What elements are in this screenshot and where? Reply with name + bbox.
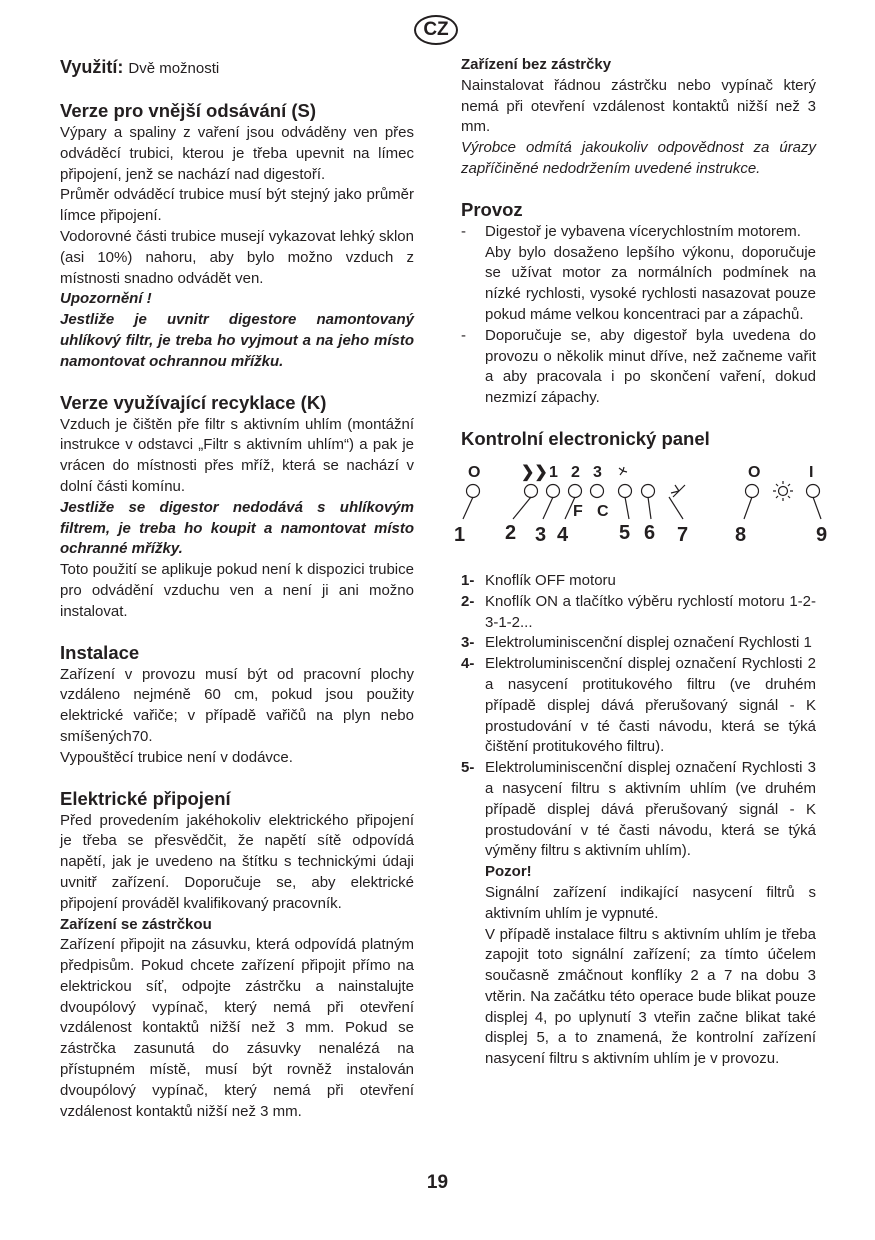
caution-title: Pozor! <box>485 863 532 881</box>
callout-4: 4 <box>557 523 569 546</box>
display-3-circle <box>591 484 604 497</box>
use-text: Dvě možnosti <box>128 60 220 77</box>
operation-list <box>461 222 816 409</box>
electrical-paragraph-2: Zařízení připojit na zásuvku, která odpovídá platným předpisům. Pokud chcete zařízení připojit přímo na elektrickou síť, odpojte zástrčku a nainstalujte dvoupólový vypínač, který nemá při otevření vzdálenost kontaktů nižší než 3 mm. Pokud se zástrčka zasunutá do zásuvky nenalézá na přístupném místě, musí být rovněž instalován dvoupólový vypínač, který nemá při otevření vzdálenost kontaktů nižší než 3 mm. <box>60 936 414 1120</box>
legend-item <box>461 654 816 758</box>
section-title-control-panel: Kontrolní electronický panel <box>461 427 710 449</box>
legend-text: Elektroluminiscenční displej označení Rychlosti 3 a nasycení filtru s aktivním uhlím (ve druhém případě displej dává přerušovaný signál - K prostudování v té časti návodu, která se týká výměny filtru s aktivním uhlím). <box>485 759 816 860</box>
use-line <box>60 55 414 81</box>
fan-icon <box>619 467 627 475</box>
recycle-paragraph-1: Vzduch je čištěn pře filtr s aktivním uhlím (montážní instrukce v odstavci „Filtr s aktivním uhlím“) a pak je vrácen do místnosti přes mříž, která se nachází v dolní části komínu. <box>60 415 414 495</box>
callout-7: 7 <box>677 523 689 546</box>
section-title-operation: Provoz <box>461 198 523 220</box>
display-2-circle <box>569 484 582 497</box>
installation-paragraph-2: Vypouštěcí trubice není v dodávce. <box>60 748 293 766</box>
light-off-circle <box>746 484 759 497</box>
double-chevron-icon: ❯❯ <box>521 463 548 481</box>
page-number: 19 <box>426 1172 449 1193</box>
label-on: I <box>809 463 814 481</box>
light-bulb-icon <box>773 481 793 501</box>
recycle-paragraph-2: Toto použití se aplikuje pokud není k dispozici trubice pro odvádění vzduchu ven a není ji ani možno instalovat. <box>60 561 414 620</box>
external-paragraph-1: Výpary a spaliny z vaření jsou odváděny ven přes odváděcí trubici, kterou je třeba upevnit na límec připojení, jenž se nachází nad digestoří. <box>60 124 414 183</box>
legend-number: 3- <box>461 634 475 652</box>
no-plug-paragraph: Nainstalovat řádnou zástrčku nebo vypínač který nemá při otevření vzdálenost kontaktů nižší než 3 mm. <box>461 76 816 136</box>
caution-paragraph-1: Signální zařízení indikající nasycení filtrů s aktivním uhlím je vypnuté. <box>485 883 816 922</box>
control-panel-diagram <box>454 461 836 561</box>
control-panel-legend <box>461 571 816 1070</box>
language-badge: CZ <box>414 15 458 45</box>
display-4-circle <box>619 484 632 497</box>
callout-8: 8 <box>735 523 747 546</box>
external-paragraph-3: Vodorovné části trubice musejí vykazovat lehký sklon (asi 10%) nahoru, aby bylo možno vzduch z místnosti snadno odvádět ven. <box>60 227 414 287</box>
legend-number: 1- <box>461 571 475 589</box>
legend-number: 5- <box>461 759 475 777</box>
legend-item <box>461 592 816 634</box>
off-button-circle <box>467 484 480 497</box>
legend-number: 4- <box>461 655 475 673</box>
label-filter-c: C <box>597 502 609 520</box>
display-1-circle <box>547 484 560 497</box>
section-title-recycle: Verze využívající recyklace (K) <box>60 391 327 413</box>
external-warning-text: Jestliže je uvnitr digestore namontovaný uhlíkový filtr, je treba ho vyjmout a na jeho místo namontovat ochrannou mřížku. <box>60 311 414 370</box>
left-column <box>60 55 414 1122</box>
caution-paragraph-2: V případě instalace filtru s aktivním uhlím je třeba zapojit toto signální zařízení; za tímto účelem současně zmáčnout konflíky 2 a 7 na dobu 3 vtěrin. Na začátku této operace bude blikat pouze displej 4, po uplynutí 3 vteřin začne blikat také displej 5, a to znamená, že kontrolní zařízení nasycení filtru s aktivním uhlím je v provozu. <box>485 925 816 1068</box>
electrical-subtitle-plug: Zařízení se zástrčkou <box>60 915 212 933</box>
recycle-warning-text: Jestliže se digestor nedodává s uhlíkovým filtrem, je treba ho koupit a namontovat místo ochranné mřížky. <box>60 498 414 558</box>
operation-item: - Digestoř je vybavena vícerychlostním motorem. Aby bylo dosaženo lepšího výkonu, doporučuje se užívat motor za normálních podmínek na nízké rychlosti, vysoké rychlosti nasazovat pouze pokud máme velkou koncentraci par a zápachů. <box>461 222 816 323</box>
light-on-circle <box>807 484 820 497</box>
legend-text: Knoflík ON a tlačítko výběru rychlostí motoru 1-2-3-1-2... <box>485 592 816 631</box>
display-5-circle <box>642 484 655 497</box>
section-title-installation: Instalace <box>60 641 140 663</box>
legend-item <box>461 571 816 592</box>
section-title-external: Verze pro vnější odsávání (S) <box>60 100 317 121</box>
operation-item-text: Doporučuje se, aby digestoř byla uvedena do provozu o několik minut dříve, než začneme vařit a aby pracovala i po skončení vaření, dokud nezmizí zápachy. <box>485 326 816 407</box>
right-column <box>454 55 828 1070</box>
callout-9: 9 <box>816 523 828 546</box>
external-paragraph-2: Průměr odváděcí trubice musí být stejný jako průměr límce připojení. <box>60 186 414 225</box>
electrical-paragraph-1: Před provedením jakéhokoliv elektrického připojení je třeba se přesvědčit, že napětí sítě odpovídá napětí, jak je uvedeno na štítku s technickými údaji uvnitř zařízení. Doporučuje se, aby elektrické připojení prováděl kvalifikovaný pracovník. <box>60 811 414 912</box>
label-speed-3: 3 <box>593 463 602 481</box>
fan-indicator-icon <box>671 485 685 497</box>
speed-button-circle <box>525 484 538 497</box>
label-speed-1: 1 <box>549 463 558 481</box>
no-plug-subtitle: Zařízení bez zástrčky <box>461 56 612 73</box>
callout-1: 1 <box>454 523 466 546</box>
callout-3: 3 <box>535 523 547 546</box>
operation-item: - Doporučuje se, aby digestoř byla uvedena do provozu o několik minut dříve, než začneme vařit a aby pracovala i po skončení vaření, dokud nezmizí zápachy. <box>461 326 816 407</box>
legend-text: Knoflík OFF motoru <box>485 571 616 589</box>
callout-5: 5 <box>619 521 631 544</box>
legend-text: Elektroluminiscenční displej označení Rychlosti 2 a nasycení protitukového filtru (ve druhém případě displej dává přerušovaný signál - K prostudování v té časti návodu, která se týká čištění protitukového filtru). <box>485 655 816 756</box>
legend-item <box>461 758 816 1070</box>
legend-item <box>461 633 816 654</box>
callout-2: 2 <box>505 521 517 544</box>
operation-item-text: Digestoř je vybavena vícerychlostním motorem. Aby bylo dosaženo lepšího výkonu, doporučuje se užívat motor za normálních podmínek na nízké rychlosti, vysoké rychlosti nasazovat pouze pokud máme velkou koncentraci par a zápachů. <box>485 222 816 323</box>
callout-6: 6 <box>644 521 656 544</box>
installation-paragraph-1: Zařízení v provozu musí být od pracovní plochy vzdáleno nejméně 60 cm, pokud jsou použity elektrické vařiče; v případě vařičů na plyn nebo smíšených70. <box>60 665 414 745</box>
no-plug-disclaimer: Výrobce odmítá jakoukoliv odpovědnost za úrazy zapříčiněné nedodržením uvedené instrukce. <box>461 139 816 177</box>
use-title: Využití: <box>60 57 124 77</box>
label-off-left: O <box>468 463 481 481</box>
legend-number: 2- <box>461 592 475 610</box>
legend-text: Elektroluminiscenční displej označení Rychlosti 1 <box>485 634 812 652</box>
label-filter-f: F <box>573 502 583 520</box>
label-speed-2: 2 <box>571 463 580 481</box>
external-warning-title: Upozornění ! <box>60 290 152 308</box>
label-off-right: O <box>748 463 761 481</box>
section-title-electrical: Elektrické připojení <box>60 787 231 809</box>
